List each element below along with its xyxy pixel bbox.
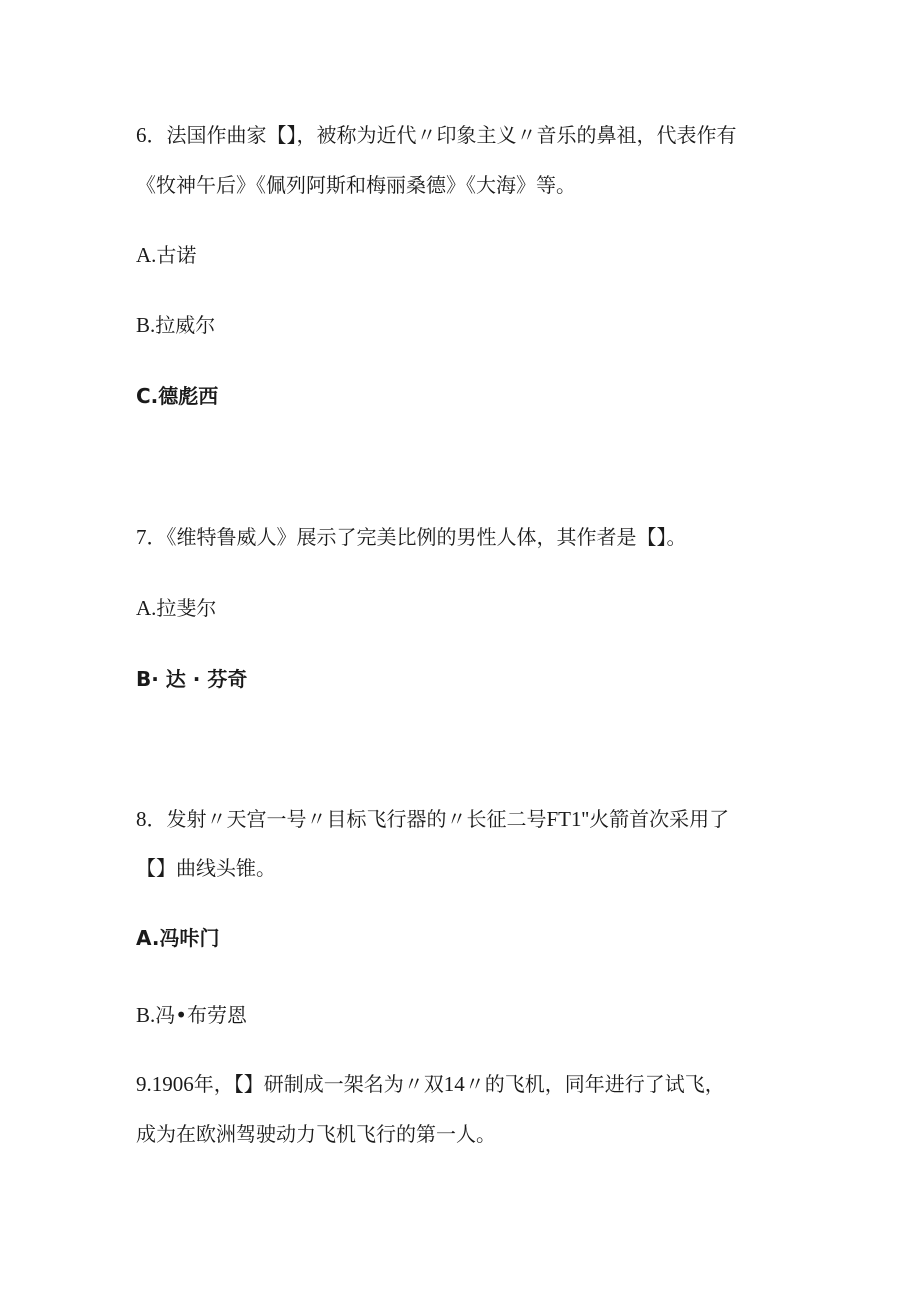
question-stem: 【】曲线头锥。: [136, 856, 276, 880]
option-6b: [136, 312, 215, 338]
option-6c: [136, 383, 218, 409]
question-stem: 《牧神午后》《佩列阿斯和梅丽桑德》《大海》等。: [136, 173, 576, 197]
option-7a: [136, 595, 216, 621]
option-6a: [136, 242, 196, 268]
option-text: 拉斐尔: [156, 596, 217, 620]
question-number: 6: [136, 123, 147, 147]
question-8-line-1: [136, 806, 729, 832]
option-letter: B.: [136, 313, 156, 337]
option-letter: C.: [136, 384, 159, 408]
option-text: 拉威尔: [155, 313, 216, 337]
option-letter: A.: [136, 926, 160, 950]
option-letter: A.: [136, 596, 157, 620]
question-stem: 火箭首次采用了: [589, 807, 730, 831]
option-text: 德彪西: [158, 384, 219, 408]
question-number: 7: [136, 525, 147, 549]
question-9-line-1: [136, 1071, 725, 1097]
option-text: 古诺: [156, 243, 197, 267]
option-text: · 达 · 芬奇: [151, 667, 248, 691]
question-number: 8: [136, 807, 147, 831]
question-stem: 〃的飞机，同年进行了试飞，: [464, 1072, 725, 1096]
question-7-line-1: [136, 524, 687, 550]
option-8b: [136, 1002, 247, 1028]
option-7b: [136, 666, 247, 692]
option-text: 冯•布劳恩: [155, 1003, 248, 1027]
year: 1906: [151, 1072, 194, 1096]
plane-number: 14: [443, 1072, 465, 1096]
question-6-line-2: [136, 172, 576, 198]
question-9-line-2: [136, 1121, 496, 1147]
question-stem: ．《维特鲁威人》展示了完美比例的男性人体，其作者是【】。: [146, 525, 687, 549]
option-8a: [136, 925, 219, 951]
rocket-code: FT1'': [546, 807, 590, 831]
option-letter: A.: [136, 243, 157, 267]
question-6-line-1: [136, 122, 737, 148]
option-letter: B: [136, 667, 152, 691]
option-text: 冯咔门: [159, 926, 220, 950]
option-letter: B.: [136, 1003, 156, 1027]
question-stem: 成为在欧洲驾驶动力飞机飞行的第一人。: [136, 1122, 496, 1146]
question-stem: ．法国作曲家【】，被称为近代〃印象主义〃音乐的鼻祖，代表作有: [146, 123, 737, 147]
question-stem: 年，【】研制成一架名为〃双: [193, 1072, 444, 1096]
question-number: 9.: [136, 1072, 152, 1096]
question-8-line-2: [136, 855, 276, 881]
question-stem: ．发射〃天宫一号〃目标飞行器的〃长征二号: [146, 807, 547, 831]
